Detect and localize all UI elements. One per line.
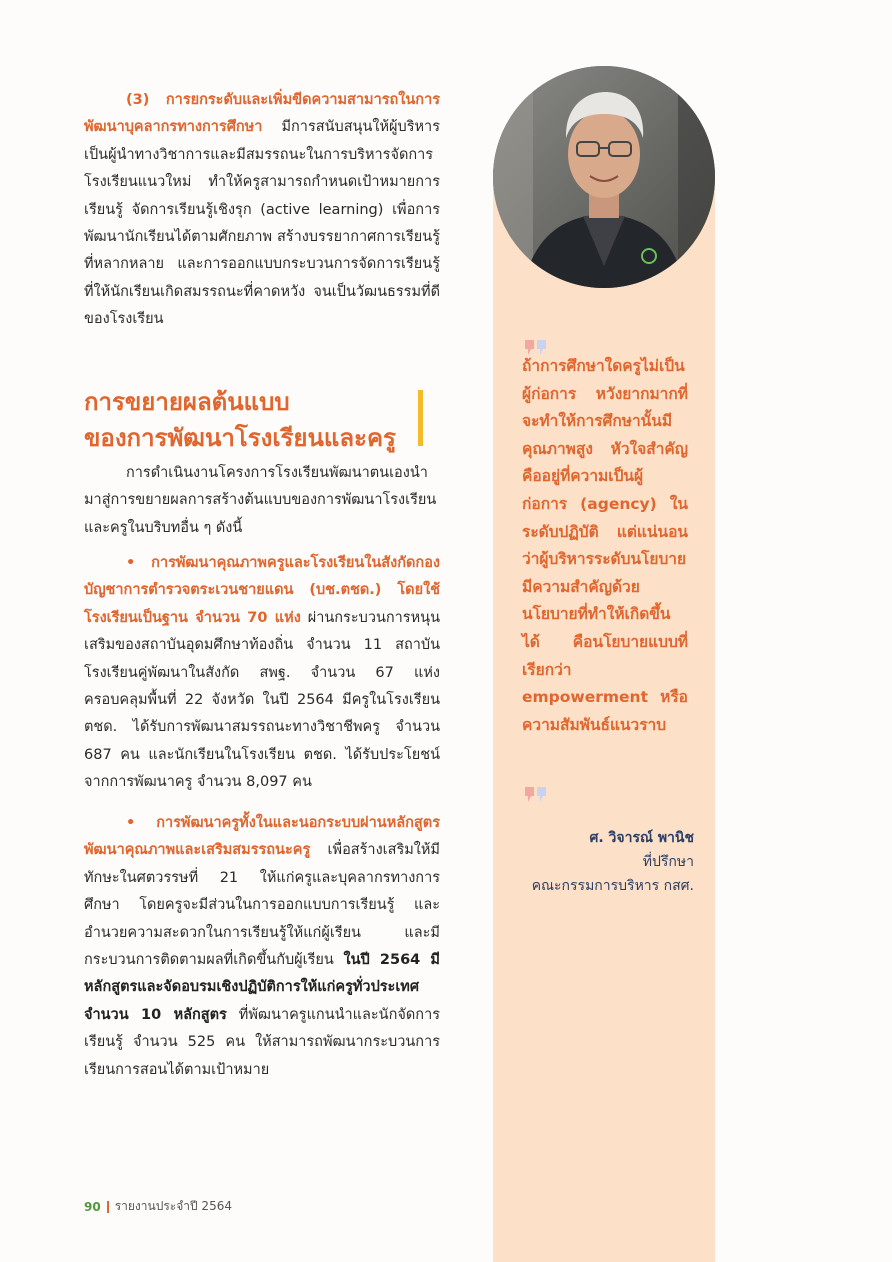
bullet-2-paragraph [84,810,440,1084]
bullet-2-lead: • การพัฒนาครูทั้งในและนอกระบบผ่านหลักสูตรพัฒนาคุณภาพและเสริมสมรรถนะครู [84,815,440,859]
attribution-org: คณะกรรมการบริหาร กสศ. [531,878,694,894]
quote-close-icon [523,785,551,805]
bullet-1-paragraph [84,550,440,797]
page-number: 90 [84,1199,101,1214]
heading-line-1: การขยายผลต้นแบบ [84,388,290,416]
section-3-lead: (3) การยกระดับและเพิ่มขีดความสามารถในการพัฒนาบุคลากรทางการศึกษา [84,92,440,136]
section-3-body: มีการสนับสนุนให้ผู้บริหารเป็นผู้นำทางวิชาการและมีสมรรถนะในการบริหารจัดการโรงเรียนแนวใหม่ ทำให้ครูสามารถกำหนดเป้าหมายการเรียนรู้ จัดการเรียนรู้เชิงรุก (active learning) เพื่อการพัฒนานักเรียนได้ตามศักยภาพ สร้างบรรยากาศการเรียนรู้ที่หลากหลาย และการออกแบบกระบวนการจัดการเรียนรู้ที่ให้นักเรียนเกิดสมรรถนะที่คาดหวัง จนเป็นวัฒนธรรมที่ดีของโรงเรียน [84,119,440,328]
portrait-photo [493,66,715,288]
heading-line-2: ของการพัฒนาโรงเรียนและครู [84,424,396,452]
section-heading [84,384,414,456]
page-footer [84,1197,232,1216]
attribution-role: ที่ปรึกษา [642,854,694,870]
attribution-name: ศ. วิจารณ์ พานิช [589,830,694,846]
bullet-2-bold: ในปี 2564 มีหลักสูตรและจัดอบรมเชิงปฏิบัติการให้แก่ครูทั่วประเทศจำนวน 10 หลักสูตร [84,952,440,1023]
pull-quote: ถ้าการศึกษาใดครูไม่เป็นผู้ก่อการ หวังยากมากที่จะทำให้การศึกษานั้นมีคุณภาพสูง หัวใจสำคัญคืออยู่ที่ความเป็นผู้ก่อการ (agency) ในระดับปฏิบัติ แต่แน่นอนว่าผู้บริหารระดับนโยบายมีความสำคัญด้วย นโยบายที่ทำให้เกิดขึ้นได้ คือนโยบายแบบที่เรียกว่า empowerment หรือความสัมพันธ์แนวราบ [522,357,688,734]
intro-paragraph: การดำเนินงานโครงการโรงเรียนพัฒนาตนเองนำมาสู่การขยายผลการสร้างต้นแบบของการพัฒนาโรงเรียนและครูในบริบทอื่น ๆ ดังนี้ [84,465,437,536]
bullet-2-tail: ที่พัฒนาครูแกนนำและนักจัดการเรียนรู้ จำนวน 525 คน ให้สามารถพัฒนากระบวนการเรียนการสอนได้ตามเป้าหมาย [84,1006,440,1078]
section-3-paragraph [84,87,440,334]
bullet-2-body: เพื่อสร้างเสริมให้มีทักษะในศตวรรษที่ 21 ให้แก่ครูและบุคลากรทางการศึกษา โดยครูจะมีส่วนในการออกแบบการเรียนรู้ และอำนวยความสะดวกในการเรียนรู้ให้แก่ผู้เรียน และมีกระบวนการติดตามผลที่เกิดขึ้นกับผู้เรียน [84,842,440,969]
footer-title: รายงานประจำปี 2564 [114,1199,232,1213]
bullet-1-body: ผ่านกระบวนการหนุนเสริมของสถาบันอุดมศึกษาท้องถิ่น จำนวน 11 สถาบัน โรงเรียนคู่พัฒนาในสังกัด สพฐ. จำนวน 67 แห่ง ครอบคลุมพื้นที่ 22 จังหวัด ในปี 2564 มีครูในโรงเรียน ตชด. ได้รับการพัฒนาสมรรถนะทางวิชาชีพครู จำนวน 687 คน และนักเรียนในโรงเรียน ตชด. ได้รับประโยชน์จากการพัฒนาครู จำนวน 8,097 คน [84,609,440,791]
quote-attribution [480,826,694,898]
heading-accent-bar [418,390,423,446]
footer-divider [107,1201,109,1213]
bullet-1-lead: • การพัฒนาคุณภาพครูและโรงเรียนในสังกัดกองบัญชาการตำรวจตระเวนชายแดน (บช.ตชด.) โดยใช้โรงเรียนเป็นฐาน จำนวน 70 แห่ง [84,555,440,626]
